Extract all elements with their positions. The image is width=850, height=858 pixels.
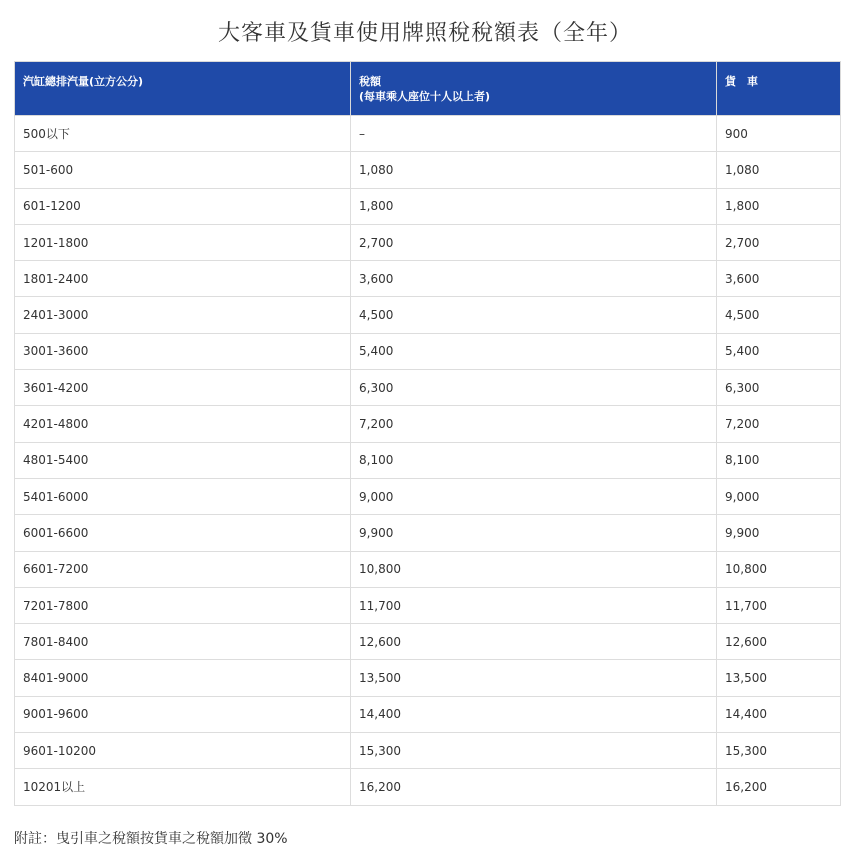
- cell-truck-tax: 1,080: [717, 152, 841, 188]
- cell-truck-tax: 8,100: [717, 442, 841, 478]
- cell-truck-tax: 3,600: [717, 261, 841, 297]
- cell-displacement: 8401-9000: [15, 660, 351, 696]
- cell-displacement: 3601-4200: [15, 370, 351, 406]
- cell-truck-tax: 11,700: [717, 587, 841, 623]
- table-row: [15, 551, 841, 587]
- cell-truck-tax: 14,400: [717, 696, 841, 732]
- table-row: [15, 370, 841, 406]
- header-tax-amount: [351, 62, 717, 116]
- tax-table: [14, 61, 841, 806]
- cell-truck-tax: 6,300: [717, 370, 841, 406]
- cell-truck-tax: 13,500: [717, 660, 841, 696]
- cell-bus-tax: 16,200: [351, 769, 717, 805]
- cell-bus-tax: 12,600: [351, 624, 717, 660]
- table-row: [15, 406, 841, 442]
- cell-bus-tax: 15,300: [351, 733, 717, 769]
- cell-bus-tax: 7,200: [351, 406, 717, 442]
- page-title: 大客車及貨車使用牌照稅稅額表（全年）: [217, 21, 632, 46]
- cell-bus-tax: 6,300: [351, 370, 717, 406]
- table-row: [15, 152, 841, 188]
- cell-truck-tax: 12,600: [717, 624, 841, 660]
- cell-displacement: 1201-1800: [15, 224, 351, 260]
- cell-displacement: 6601-7200: [15, 551, 351, 587]
- cell-displacement: 501-600: [15, 152, 351, 188]
- cell-bus-tax: 4,500: [351, 297, 717, 333]
- cell-displacement: 7801-8400: [15, 624, 351, 660]
- cell-bus-tax: 1,800: [351, 188, 717, 224]
- cell-bus-tax: 14,400: [351, 696, 717, 732]
- cell-truck-tax: 1,800: [717, 188, 841, 224]
- cell-truck-tax: 15,300: [717, 733, 841, 769]
- header-tax-amount-line1: 稅額: [359, 75, 381, 88]
- header-displacement: 汽缸總排汽量(立方公分): [15, 62, 351, 116]
- cell-bus-tax: –: [351, 116, 717, 152]
- cell-truck-tax: 2,700: [717, 224, 841, 260]
- tax-table-container: [14, 61, 840, 806]
- table-row: [15, 733, 841, 769]
- cell-displacement: 601-1200: [15, 188, 351, 224]
- table-row: [15, 696, 841, 732]
- cell-displacement: 3001-3600: [15, 333, 351, 369]
- cell-truck-tax: 10,800: [717, 551, 841, 587]
- cell-displacement: 6001-6600: [15, 515, 351, 551]
- cell-bus-tax: 9,000: [351, 478, 717, 514]
- table-row: [15, 333, 841, 369]
- cell-bus-tax: 1,080: [351, 152, 717, 188]
- cell-displacement: 1801-2400: [15, 261, 351, 297]
- table-body: [15, 116, 841, 806]
- table-row: [15, 515, 841, 551]
- cell-bus-tax: 13,500: [351, 660, 717, 696]
- table-row: [15, 442, 841, 478]
- table-row: [15, 769, 841, 805]
- cell-displacement: 2401-3000: [15, 297, 351, 333]
- cell-displacement: 4201-4800: [15, 406, 351, 442]
- table-row: [15, 188, 841, 224]
- cell-truck-tax: 5,400: [717, 333, 841, 369]
- cell-displacement: 4801-5400: [15, 442, 351, 478]
- table-row: [15, 116, 841, 152]
- cell-bus-tax: 11,700: [351, 587, 717, 623]
- table-row: [15, 224, 841, 260]
- table-row: [15, 587, 841, 623]
- cell-bus-tax: 10,800: [351, 551, 717, 587]
- cell-displacement: 10201以上: [15, 769, 351, 805]
- cell-truck-tax: 9,000: [717, 478, 841, 514]
- cell-truck-tax: 900: [717, 116, 841, 152]
- cell-truck-tax: 9,900: [717, 515, 841, 551]
- table-row: [15, 297, 841, 333]
- cell-bus-tax: 3,600: [351, 261, 717, 297]
- cell-truck-tax: 7,200: [717, 406, 841, 442]
- cell-displacement: 7201-7800: [15, 587, 351, 623]
- table-row: [15, 660, 841, 696]
- cell-bus-tax: 2,700: [351, 224, 717, 260]
- cell-truck-tax: 4,500: [717, 297, 841, 333]
- cell-bus-tax: 5,400: [351, 333, 717, 369]
- header-row: [15, 62, 841, 116]
- cell-bus-tax: 9,900: [351, 515, 717, 551]
- cell-displacement: 9601-10200: [15, 733, 351, 769]
- cell-displacement: 500以下: [15, 116, 351, 152]
- header-tax-amount-line2: (每車乘人座位十人以上者): [359, 90, 491, 103]
- cell-displacement: 9001-9600: [15, 696, 351, 732]
- footnote: 附註：曳引車之稅額按貨車之稅額加徵 30%: [14, 831, 288, 847]
- header-truck: 貨 車: [717, 62, 841, 116]
- table-row: [15, 478, 841, 514]
- cell-displacement: 5401-6000: [15, 478, 351, 514]
- cell-bus-tax: 8,100: [351, 442, 717, 478]
- table-row: [15, 261, 841, 297]
- cell-truck-tax: 16,200: [717, 769, 841, 805]
- table-header: [15, 62, 841, 116]
- table-row: [15, 624, 841, 660]
